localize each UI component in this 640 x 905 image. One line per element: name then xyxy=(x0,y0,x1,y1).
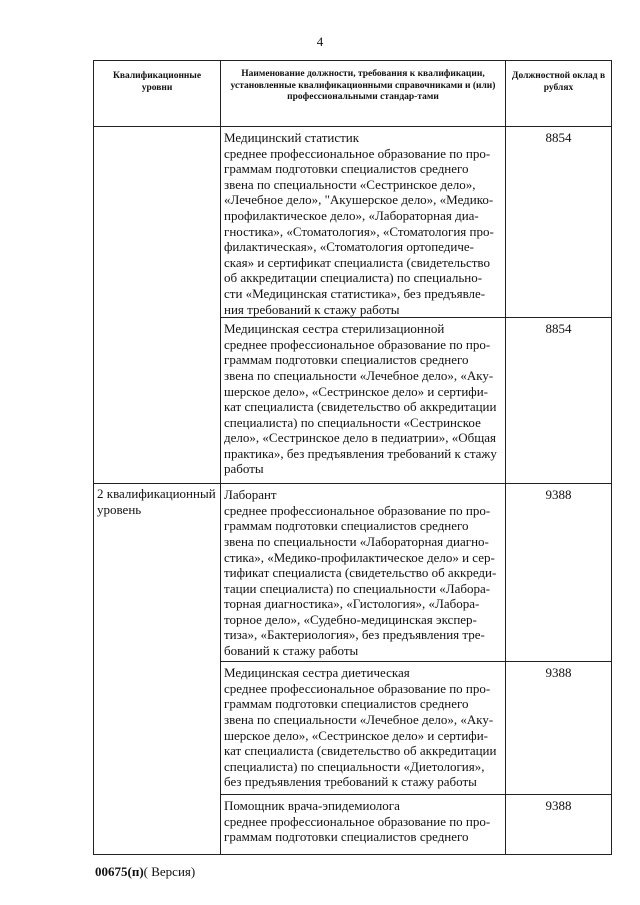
salary-cell: 9388 xyxy=(506,795,612,855)
salary-cell: 8854 xyxy=(506,127,612,318)
version-label: ( Версия) xyxy=(143,864,196,879)
position-title: Медицинская сестра диетическая xyxy=(224,665,410,681)
document-code: 00675(п) xyxy=(95,864,144,879)
position-requirements: среднее профессиональное образование по про- граммам подготовки специалистов среднего звена по специальности «Лечебное дело», «Аку- шерское дело», «Сестринское дело» и сертифи- кат специалиста (свидетельство об аккредитации специалиста) по специальности «Сестринское дело», «Сестринское дело в педиатрии», «Общая практика», без предъявления требований к стажу работы xyxy=(224,336,497,477)
table-header-row xyxy=(94,61,612,127)
salary-cell: 9388 xyxy=(506,662,612,795)
table-row xyxy=(94,484,612,662)
table-row xyxy=(94,127,612,318)
salary-cell: 9388 xyxy=(506,484,612,662)
level-cell xyxy=(94,127,221,484)
position-cell xyxy=(221,795,506,855)
salary-cell: 8854 xyxy=(506,318,612,484)
level-cell: 2 квалификационный уровень xyxy=(94,484,221,855)
header-salary: Должностной оклад в рублях xyxy=(506,61,612,127)
position-requirements: среднее профессиональное образование по про- граммам подготовки специалистов среднего звена по специальности «Лечебное дело», «Аку- шерское дело», «Сестринское дело» и сертифи- кат специалиста (свидетельство об аккредитации специалиста) по специальности «Диетология», без предъявления требований к стажу работы xyxy=(224,680,497,790)
document-footer xyxy=(95,864,195,880)
position-cell xyxy=(221,662,506,795)
position-title: Медицинская сестра стерилизационной xyxy=(224,321,445,337)
qualification-table xyxy=(93,60,612,855)
header-position-requirements: Наименование должности, требования к квалификации, установленные квалификационными справочниками и (или) профессиональными стандар-тами xyxy=(221,61,506,127)
header-qualification-levels: Квалификационные уровни xyxy=(94,61,221,127)
position-title: Лаборант xyxy=(224,487,277,503)
position-cell xyxy=(221,318,506,484)
position-requirements: среднее профессиональное образование по про- граммам подготовки специалистов среднего звена по специальности «Лабораторная диагно- стика», «Медико-профилактическое дело» и сер- тификат специалиста (свидетельство об аккреди- тации специалиста) по специальности «Лабора- торная диагностика», «Гистология», «Лабора- торное дело», «Судебно-медицинская экспер- тиза», «Бактериология», без предъявления тре- бований к стажу работы xyxy=(224,502,497,659)
position-title: Медицинский статистик xyxy=(224,130,360,145)
page-number: 4 xyxy=(316,34,324,49)
position-requirements: среднее профессиональное образование по про- граммам подготовки специалистов среднего xyxy=(224,813,491,845)
position-cell xyxy=(221,484,506,662)
position-requirements: среднее профессиональное образование по про- граммам подготовки специалистов среднего звена по специальности «Сестринское дело», «Лечебное дело», "Акушерское дело», «Медико- профилактическое дело», «Лабораторная диа- гностика», «Стоматология», «Стоматология про- филактическая», «Стоматология ортопедиче- ская» и сертификат специалиста (свидетельство об аккредитации специалиста) по специально- сти «Медицинская статистика», без предъявле- ния требований к стажу работы xyxy=(224,145,494,317)
position-cell xyxy=(221,127,506,318)
position-title: Помощник врача-эпидемиолога xyxy=(224,798,400,814)
